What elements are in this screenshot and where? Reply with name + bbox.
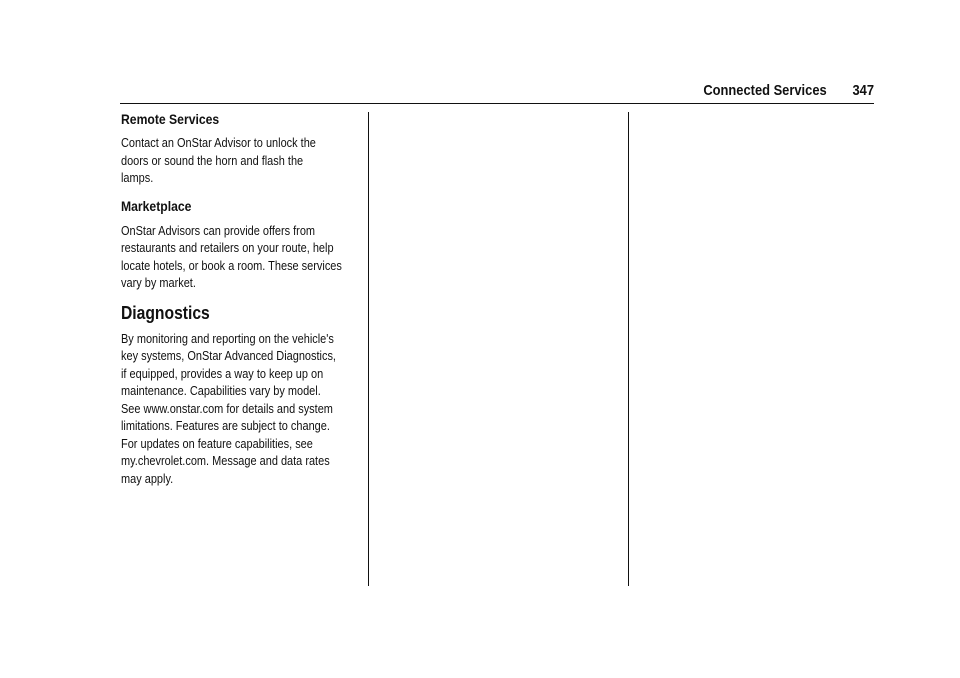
- diagnostics-section: [121, 301, 356, 489]
- body-line: maintenance. Capabilities vary by model.: [121, 384, 321, 398]
- column-divider-right: [628, 112, 629, 586]
- body-line: By monitoring and reporting on the vehicle's: [121, 331, 334, 346]
- body-line: restaurants and retailers on your route, help: [121, 241, 334, 255]
- body-line: limitations. Features are subject to change.: [121, 419, 330, 433]
- body-line: if equipped, provides a way to keep up on: [121, 366, 324, 381]
- body-line: OnStar Advisors can provide offers from: [121, 223, 316, 238]
- diagnostics-heading: Diagnostics: [121, 302, 210, 323]
- column-divider-left: [368, 112, 369, 586]
- diagnostics-body: [121, 331, 356, 489]
- marketplace-section: [121, 197, 356, 293]
- page-number: 347: [852, 82, 874, 99]
- body-line: my.chevrolet.com. Message and data rates: [121, 454, 330, 468]
- left-column: [121, 110, 356, 488]
- body-line: Contact an OnStar Advisor to unlock the: [121, 136, 316, 150]
- marketplace-body: [121, 223, 356, 293]
- section-title: Connected Services: [703, 82, 827, 99]
- body-line: locate hotels, or book a room. These services: [121, 258, 342, 273]
- body-line: vary by market.: [121, 276, 196, 290]
- body-line: key systems, OnStar Advanced Diagnostics,: [121, 349, 336, 363]
- body-line: See www.onstar.com for details and system: [121, 401, 333, 416]
- remote-services-section: [121, 110, 356, 188]
- body-line: lamps.: [121, 171, 154, 185]
- remote-services-body: [121, 135, 356, 188]
- body-line: doors or sound the horn and flash the: [121, 153, 304, 168]
- running-header: [226, 82, 874, 102]
- body-line: For updates on feature capabilities, see: [121, 436, 313, 451]
- marketplace-heading: Marketplace: [121, 197, 192, 214]
- body-line: may apply.: [121, 471, 174, 486]
- remote-services-heading: Remote Services: [121, 111, 220, 127]
- header-rule: [120, 103, 874, 104]
